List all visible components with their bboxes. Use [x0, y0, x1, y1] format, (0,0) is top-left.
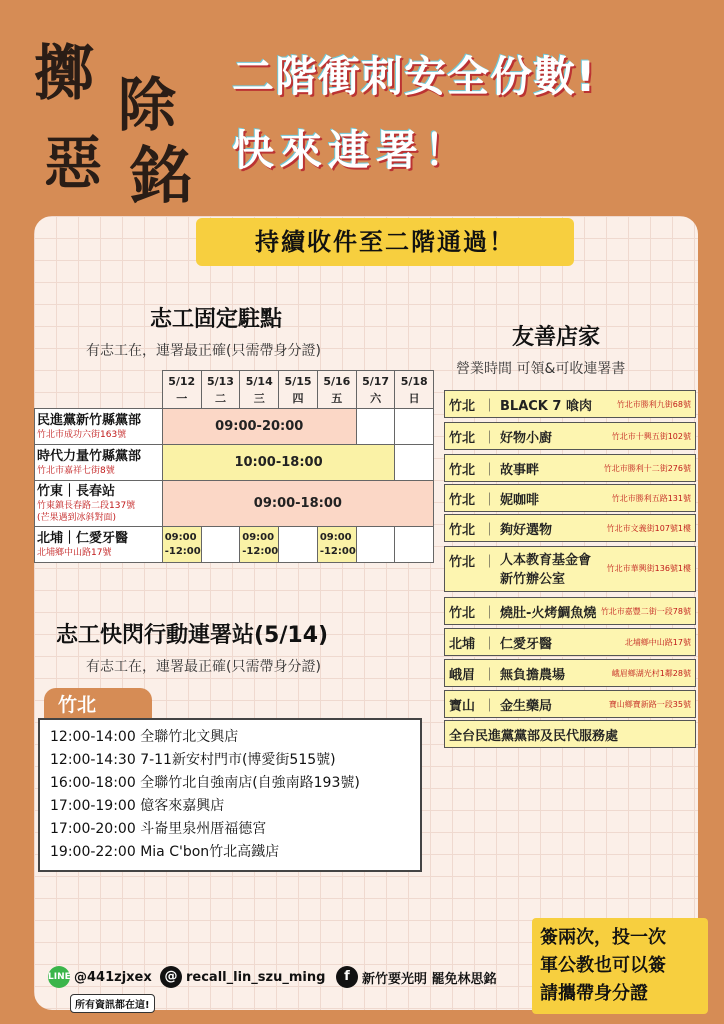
list-item: 19:00-22:00 Mia C'bon竹北高鐵店 — [50, 844, 280, 860]
logo-char-1: 擲 — [34, 39, 94, 109]
list-item: 17:00-20:00 斗崙里泉州厝福德宮 — [50, 821, 267, 837]
line-icon: LINE — [48, 966, 70, 988]
flash-subtitle: 有志工在，連署最正確(只需帶身分證) — [86, 659, 321, 675]
facebook-name: 新竹要光明 罷免林思銘 — [362, 971, 497, 987]
shops-title: 友善店家 — [512, 325, 601, 350]
shop-item-all: 全台民進黨黨部及民代服務處 — [444, 720, 696, 748]
flash-area-tag: 竹北 — [44, 688, 152, 722]
facebook-icon: f — [336, 966, 358, 988]
table-row: 竹東｜長春站 竹東鎮長春路二段137號 (芒果遇到冰斜對面) 09:00-18:00 — [35, 481, 434, 527]
list-item: 12:00-14:30 7-11新安村門市(博愛街515號) — [50, 752, 336, 768]
logo — [30, 22, 210, 212]
banner: 持續收件至二階通過！ — [196, 218, 574, 266]
shop-item: 竹北 ｜ 好物小廚 竹北市十興五街102號 — [444, 422, 696, 450]
shop-item: 竹北 ｜ 故事畔 竹北市勝利十二街276號 — [444, 454, 696, 482]
headline-line-1: 二階衝刺安全份數! — [232, 52, 597, 101]
shops-subtitle: 營業時間 可領&可收連署書 — [456, 361, 626, 377]
table-row: 民進黨新竹縣黨部 竹北市成功六街163號 09:00-20:00 — [35, 409, 434, 445]
day-header: 5/12 一 — [162, 371, 201, 409]
list-item: 17:00-19:00 億客來嘉興店 — [50, 798, 225, 814]
fixed-subtitle: 有志工在，連署最正確(只需帶身分證) — [86, 343, 321, 359]
shop-item: 峨眉 ｜ 無負擔農場 峨眉鄉湖光村1鄰28號 — [444, 659, 696, 687]
list-item: 12:00-14:00 全聯竹北文興店 — [50, 729, 239, 745]
sign-note: 簽兩次，投一次 軍公教也可以簽 請攜帶身分證 — [532, 918, 708, 1014]
time-slot: 09:00-20:00 — [162, 409, 356, 445]
day-header: 5/15 四 — [279, 371, 318, 409]
shop-item: 竹北 ｜ 妮咖啡 竹北市勝利五路131號 — [444, 484, 696, 512]
flash-list — [38, 718, 422, 872]
table-row: 時代力量竹縣黨部 竹北市嘉祥七街8號 10:00-18:00 — [35, 445, 434, 481]
time-slot: 09:00 -12:00 — [317, 527, 356, 563]
threads-link[interactable] — [160, 966, 325, 988]
headline-line-2: 快來連署！ — [232, 126, 473, 175]
threads-icon: @ — [160, 966, 182, 988]
logo-char-3: 惡 — [44, 129, 103, 197]
fixed-title: 志工固定駐點 — [150, 307, 283, 332]
schedule-table — [34, 370, 434, 563]
list-item: 16:00-18:00 全聯竹北自強南店(自強南路193號) — [50, 775, 360, 791]
day-header: 5/13 二 — [201, 371, 240, 409]
day-header: 5/14 三 — [240, 371, 279, 409]
time-slot: 09:00 -12:00 — [240, 527, 279, 563]
shop-item: 寶山 ｜ 金生藥局 寶山鄉寶新路一段35號 — [444, 690, 696, 718]
day-header: 5/18 日 — [395, 371, 434, 409]
table-row: 北埔｜仁愛牙醫 北埔鄉中山路17號 09:00 -12:00 09:00 -12:00 09:00 -12:00 — [35, 527, 434, 563]
shop-item: 竹北 ｜ 人本教育基金會 新竹辦公室 竹北市華興街136號1樓 — [444, 546, 696, 592]
logo-char-2: 除 — [118, 71, 177, 139]
shop-item: 竹北 ｜ 夠好選物 竹北市文義街107號1樓 — [444, 514, 696, 542]
time-slot: 09:00 -12:00 — [162, 527, 201, 563]
threads-id: recall_lin_szu_ming — [186, 969, 326, 985]
logo-char-4: 銘 — [130, 139, 193, 212]
facebook-link[interactable] — [336, 966, 497, 988]
day-header: 5/16 五 — [317, 371, 356, 409]
flash-title: 志工快閃行動連署站(5/14) — [56, 623, 329, 648]
time-slot: 09:00-18:00 — [162, 481, 433, 527]
time-slot: 10:00-18:00 — [162, 445, 395, 481]
day-header: 5/17 六 — [356, 371, 395, 409]
line-id: @441zjxex — [74, 969, 152, 985]
info-note: 所有資訊都在這! — [70, 994, 155, 1013]
shop-item: 北埔 ｜ 仁愛牙醫 北埔鄉中山路17號 — [444, 628, 696, 656]
line-link[interactable] — [48, 966, 152, 988]
shop-item: 竹北 ｜ BLACK 7 喰肉 竹北市勝利九街68號 — [444, 390, 696, 418]
shop-item: 竹北 ｜ 燒肚-火烤鯛魚燒 竹北市嘉豐二街一段78號 — [444, 597, 696, 625]
